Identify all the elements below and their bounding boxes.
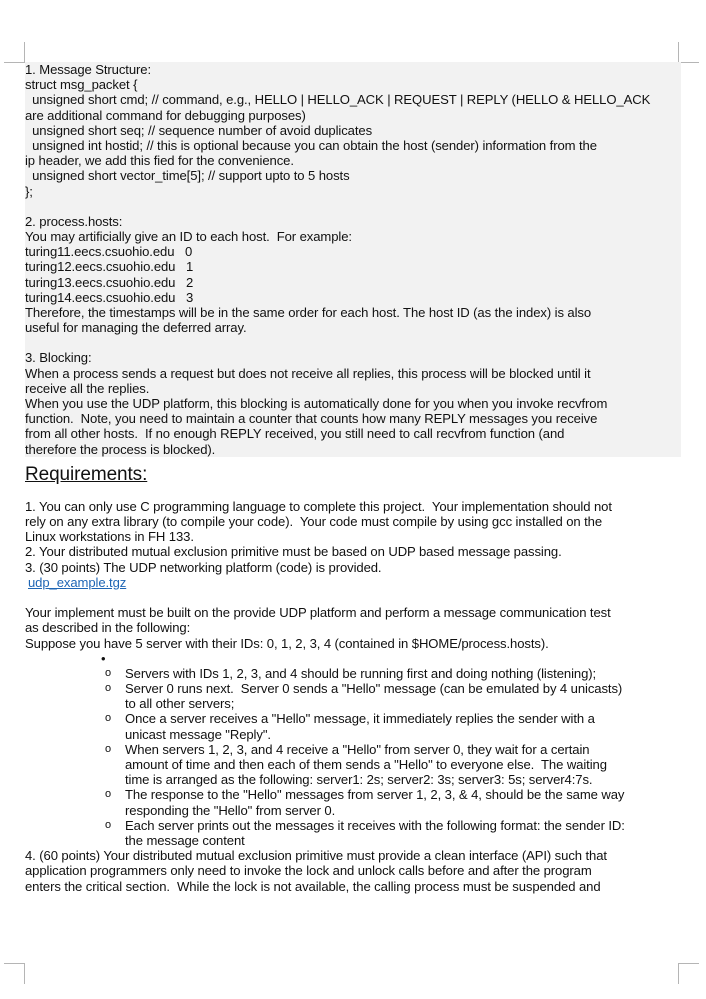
message-structure-section: [25, 62, 681, 214]
text-line: 1. You can only use C programming language to complete this project. Your implementation should not: [25, 498, 612, 514]
text-line: to all other servers;: [125, 696, 235, 712]
text-line: 2. Your distributed mutual exclusion primitive must be based on UDP based message passing.: [25, 544, 562, 560]
requirements-section: [25, 499, 681, 894]
text-line: When servers 1, 2, 3, and 4 receive a "Hello" from server 0, they wait for a certain: [125, 741, 590, 757]
list-item: [25, 666, 681, 681]
list-item: [25, 681, 681, 711]
text-line: rely on any extra library (to compile your code). Your code must compile by using gcc installed on the: [25, 514, 603, 530]
blocking-section: [25, 350, 681, 456]
text-line: turing14.eecs.csuohio.edu 3: [25, 289, 194, 305]
text-line: 3. (30 points) The UDP networking platform (code) is provided.: [25, 559, 382, 575]
page-corner-mark-top-left: [4, 42, 25, 63]
text-line: Each server prints out the messages it receives with the following format: the sender ID:: [125, 817, 625, 833]
text-line: as described in the following:: [25, 620, 191, 636]
text-line: function. Note, you need to maintain a counter that counts how many REPLY messages you receive: [25, 411, 598, 427]
text-line: unsigned short cmd; // command, e.g., HELLO | HELLO_ACK | REQUEST | REPLY (HELLO & HELLO_ACK: [25, 92, 651, 108]
text-line: unsigned int hostid; // this is optional because you can obtain the host (sender) information from the: [25, 138, 597, 154]
text-line: therefore the process is blocked).: [25, 441, 216, 457]
text-line: enters the critical section. While the lock is not available, the calling process must be suspended and: [25, 878, 601, 894]
text-line: unsigned short vector_time[5]; // support upto to 5 hosts: [25, 168, 350, 184]
list-item: [25, 742, 681, 788]
text-line: turing12.eecs.csuohio.edu 1: [25, 259, 194, 275]
list-marker: o: [105, 666, 112, 679]
text-line: When a process sends a request but does not receive all replies, this process will be blocked until it: [25, 365, 591, 381]
text-line: are additional command for debugging purposes): [25, 107, 306, 123]
text-line: from all other hosts. If no enough REPLY received, you still need to call recvfrom function (and: [25, 426, 565, 442]
text-line: Suppose you have 5 server with their IDs: 0, 1, 2, 3, 4 (contained in $HOME/process.hosts).: [25, 635, 549, 651]
text-line: the message content: [125, 832, 245, 848]
text-line: Therefore, the timestamps will be in the same order for each host. The host ID (as the index) is also: [25, 305, 592, 321]
text-line: application programmers only need to invoke the lock and unlock calls before and after the program: [25, 863, 592, 879]
page-corner-mark-bottom-left: [4, 963, 25, 984]
text-line: 1. Message Structure:: [25, 62, 151, 77]
text-line: receive all the replies.: [25, 380, 150, 396]
list-item: [25, 711, 681, 741]
text-line: turing11.eecs.csuohio.edu 0: [25, 244, 193, 260]
text-line: responding the "Hello" from server 0.: [125, 802, 336, 818]
text-line: You may artificially give an ID to each host. For example:: [25, 229, 352, 245]
text-line: The response to the "Hello" messages from server 1, 2, 3, & 4, should be the same way: [125, 787, 625, 803]
text-line: When you use the UDP platform, this blocking is automatically done for you when you invoke recvfrom: [25, 396, 608, 412]
text-line: };: [25, 183, 33, 199]
list-marker: o: [105, 818, 112, 831]
text-line: 2. process.hosts:: [25, 213, 123, 229]
text-line: time is arranged as the following: server1: 2s; server2: 3s; server3: 5s; server4:7s.: [125, 772, 593, 788]
list-marker: o: [105, 742, 112, 755]
page-corner-mark-bottom-right: [678, 963, 699, 984]
text-line: useful for managing the deferred array.: [25, 320, 247, 336]
text-line: unsigned short seq; // sequence number of avoid duplicates: [25, 122, 373, 138]
udp-example-download-link[interactable]: udp_example.tgz: [28, 574, 127, 590]
requirements-heading: Requirements:: [25, 463, 148, 485]
text-line: Your implement must be built on the provide UDP platform and perform a message communication test: [25, 605, 611, 621]
text-line: 3. Blocking:: [25, 350, 92, 366]
list-marker: o: [105, 681, 112, 694]
text-line: ip header, we add this fied for the convenience.: [25, 153, 294, 169]
text-line: unicast message "Reply".: [125, 726, 271, 742]
page-corner-mark-top-right: [678, 42, 699, 63]
text-line: turing13.eecs.csuohio.edu 2: [25, 274, 194, 290]
process-hosts-section: [25, 214, 681, 351]
text-line: Server 0 runs next. Server 0 sends a "Hello" message (can be emulated by 4 unicasts): [125, 680, 623, 696]
list-marker: o: [105, 712, 112, 725]
text-line: Once a server receives a "Hello" message, it immediately replies the sender with a: [125, 711, 595, 727]
text-line: struct msg_packet {: [25, 77, 138, 93]
list-marker: o: [105, 788, 112, 801]
bullet-marker: •: [101, 650, 106, 666]
text-line: Servers with IDs 1, 2, 3, and 4 should be running first and doing nothing (listening);: [125, 665, 597, 681]
list-item: [25, 818, 681, 848]
document-body: [25, 62, 681, 894]
list-item: [25, 787, 681, 817]
text-line: Linux workstations in FH 133.: [25, 529, 194, 545]
text-line: amount of time and then each of them sends a "Hello" to everyone else. The waiting: [125, 756, 607, 772]
text-line: 4. (60 points) Your distributed mutual exclusion primitive must provide a clean interface (API) such that: [25, 848, 607, 864]
